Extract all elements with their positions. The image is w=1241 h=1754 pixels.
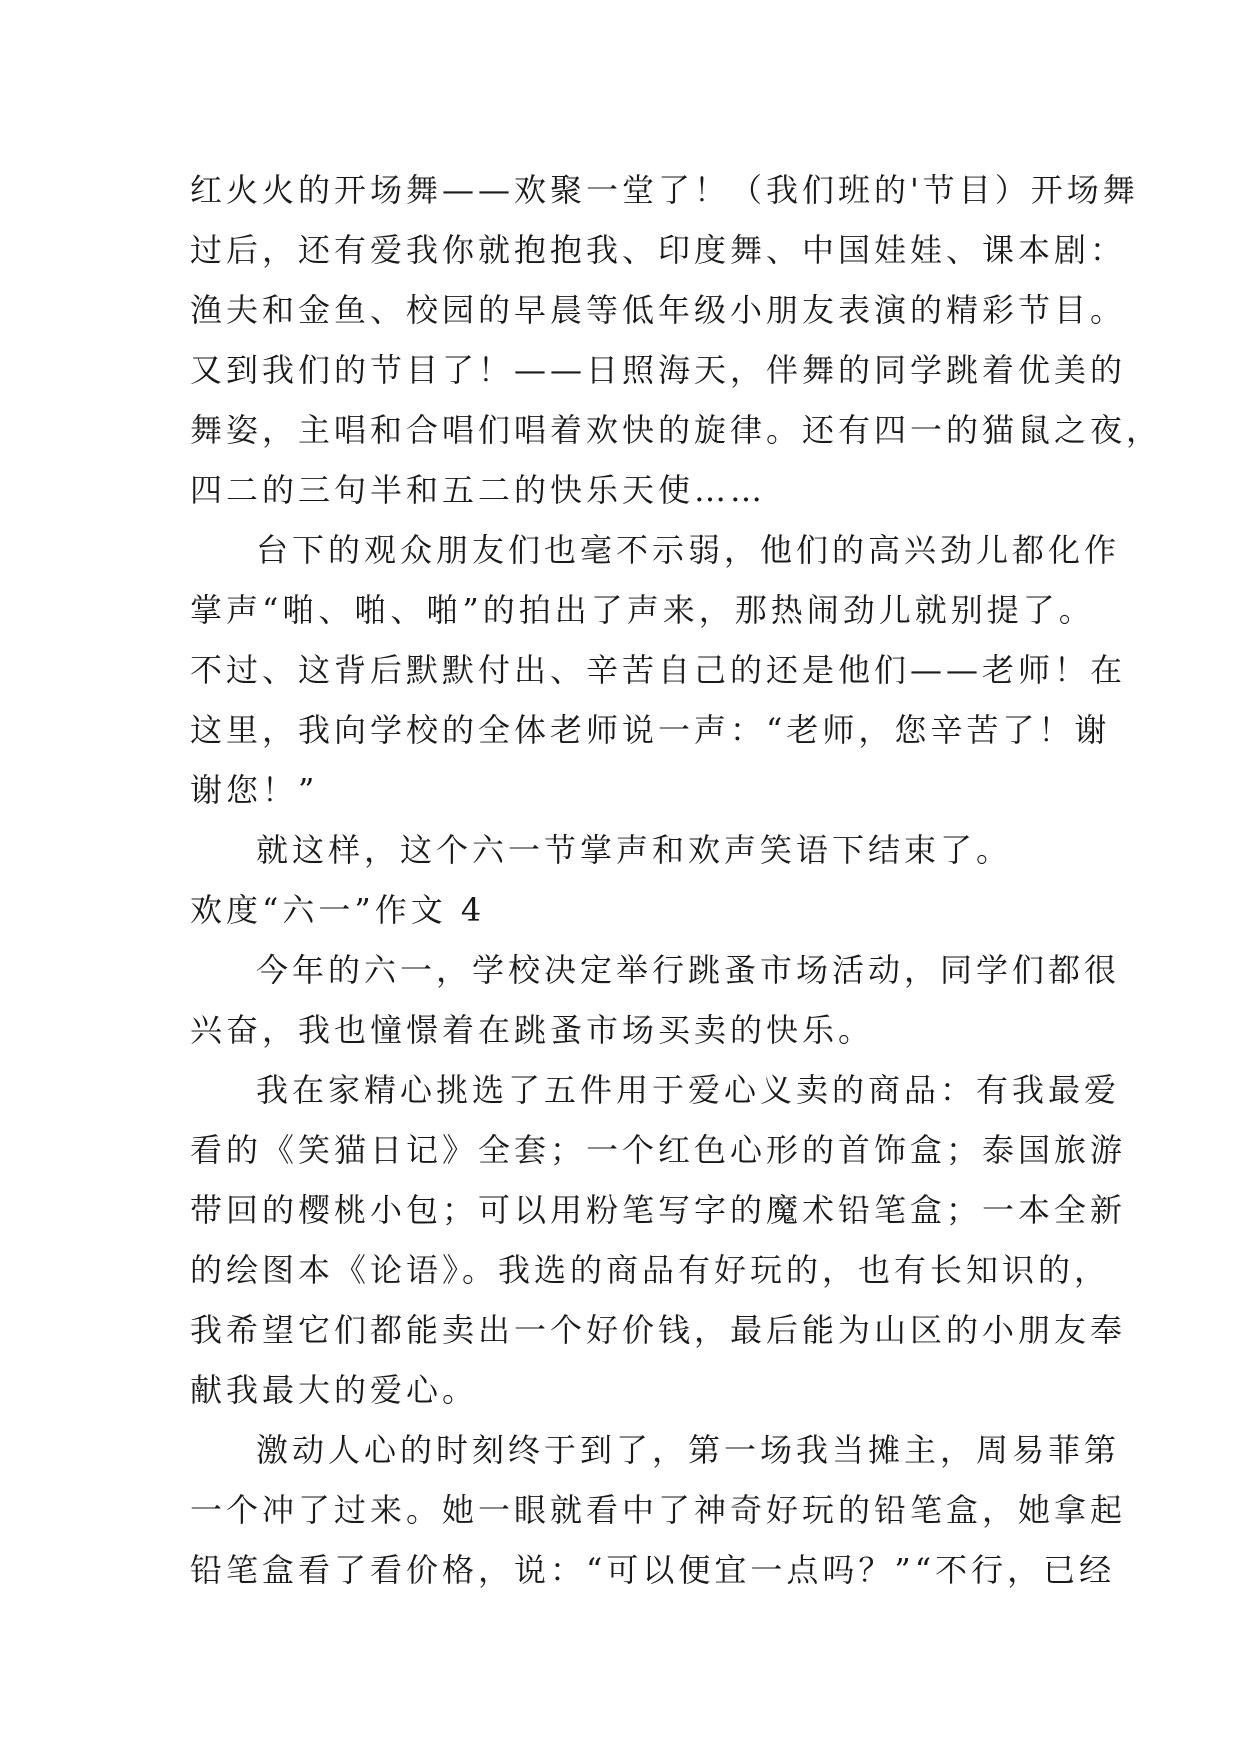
text-line: 兴奋，我也憧憬着在跳蚤市场买卖的快乐。 — [190, 1011, 875, 1049]
text-line: 四二的三句半和五二的快乐天使…… — [190, 471, 767, 509]
text-line: 过后，还有爱我你就抱抱我、印度舞、中国娃娃、课本剧： — [190, 231, 1127, 269]
text-line: 红火火的开场舞——欢聚一堂了！（我们班的'节目）开场舞 — [190, 171, 1139, 209]
text-line: 台下的观众朋友们也毫不示弱，他们的高兴劲儿都化作 — [256, 531, 1121, 569]
text-line: 今年的六一，学校决定举行跳蚤市场活动，同学们都很 — [256, 951, 1121, 989]
text-line: 我希望它们都能卖出一个好价钱，最后能为山区的小朋友奉 — [190, 1311, 1127, 1349]
text-line: 激动人心的时刻终于到了，第一场我当摊主，周易菲第 — [256, 1431, 1121, 1469]
text-line: 带回的樱桃小包；可以用粉笔写字的魔术铅笔盒；一本全新 — [190, 1191, 1127, 1229]
text-line: 看的《笑猫日记》全套；一个红色心形的首饰盒；泰国旅游 — [190, 1131, 1127, 1169]
text-line: 渔夫和金鱼、校园的早晨等低年级小朋友表演的精彩节目。 — [190, 291, 1127, 329]
text-line: 这里，我向学校的全体老师说一声：“老师，您辛苦了！谢 — [190, 711, 1111, 749]
text-line: 一个冲了过来。她一眼就看中了神奇好玩的铅笔盒，她拿起 — [190, 1491, 1127, 1529]
text-line: 舞姿，主唱和合唱们唱着欢快的旋律。还有四一的猫鼠之夜， — [190, 411, 1163, 449]
text-line: 又到我们的节目了！——日照海天，伴舞的同学跳着优美的 — [190, 351, 1127, 389]
text-line: 铅笔盒看了看价格，说：“可以便宜一点吗？”“不行，已经 — [190, 1551, 1116, 1589]
text-line: 不过、这背后默默付出、辛苦自己的还是他们——老师！在 — [190, 651, 1127, 689]
section-heading: 欢度“六一”作文 4 — [190, 891, 486, 929]
document-body — [190, 160, 1163, 1600]
text-line: 的绘图本《论语》。我选的商品有好玩的，也有长知识的， — [190, 1251, 1111, 1289]
text-line: 就这样，这个六一节掌声和欢声笑语下结束了。 — [256, 831, 1013, 869]
text-line: 我在家精心挑选了五件用于爱心义卖的商品：有我最爱 — [256, 1071, 1121, 1109]
text-line: 献我最大的爱心。 — [190, 1371, 479, 1409]
text-line: 谢您！” — [190, 771, 319, 809]
text-line: 掌声“啪、啪、啪”的拍出了声来，那热闹劲儿就别提了。 — [190, 591, 1095, 629]
